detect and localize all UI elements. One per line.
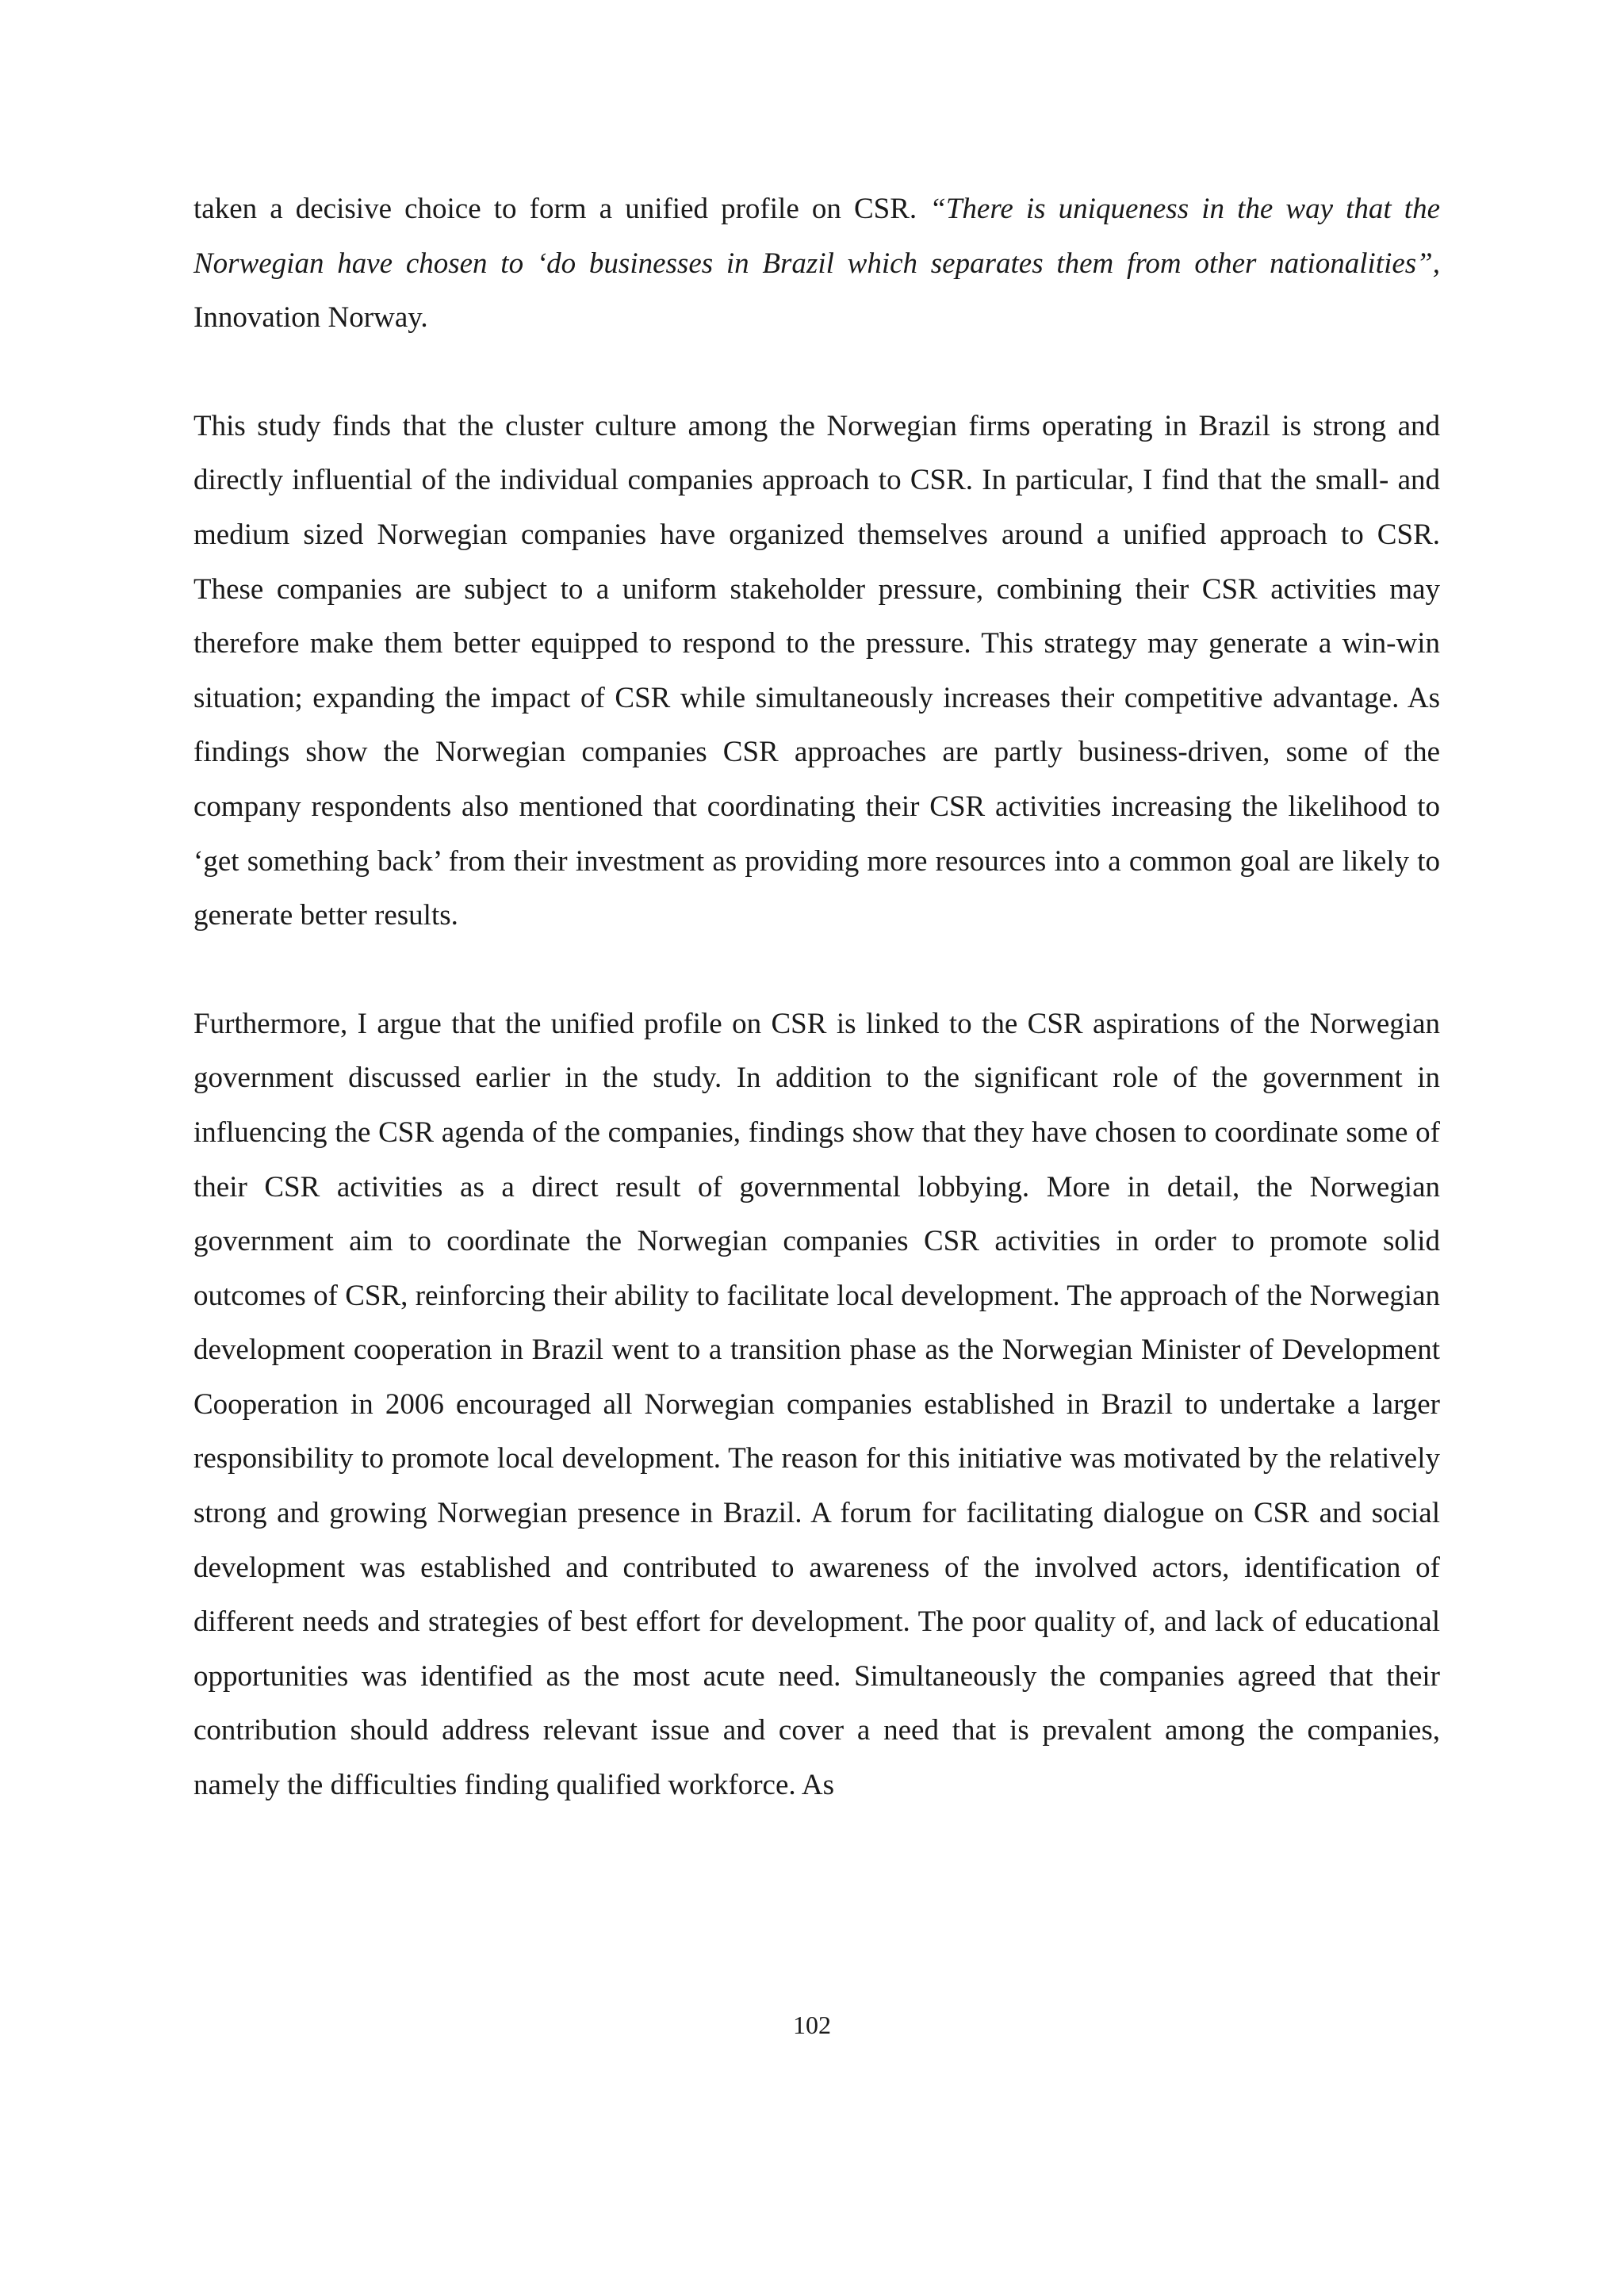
quote-attribution: Innovation Norway. (193, 301, 428, 335)
paragraph-2: This study finds that the cluster culture among the Norwegian firms operating in Brazil is strong and directly influential of the individual companies approach to CSR. In particular, I find that the small- and medium sized Norwegian companies have organized themselves around a unified approach to CSR. These companies are subject to a uniform stakeholder pressure, combining their CSR activities may therefore make them better equipped to respond to the pressure. This strategy may generate a win-win situation; expanding the impact of CSR while simultaneously increases their competitive advantage. As findings show the Norwegian companies CSR approaches are partly business-driven, some of the company respondents also mentioned that coordinating their CSR activities increasing the likelihood to ‘get something back’ from their investment as providing more resources into a common goal are likely to generate better results. (193, 409, 1440, 932)
page-number: 102 (793, 2011, 831, 2039)
document-body (193, 182, 1440, 1813)
paragraph-1 (193, 182, 1440, 346)
innovation-norway-quote: “There is uniqueness in the way that the Norwegian have chosen to ‘do businesses in Brazil which separates them from other nationalities”, (193, 193, 1440, 280)
paragraph-1-lead: taken a decisive choice to form a unified profile on CSR. (193, 193, 930, 225)
paragraph-3: Furthermore, I argue that the unified profile on CSR is linked to the CSR aspirations of the Norwegian government discussed earlier in the study. In addition to the significant role of the government in influencing the CSR agenda of the companies, findings show that they have chosen to coordinate some of their CSR activities as a direct result of governmental lobbying. More in detail, the Norwegian government aim to coordinate the Norwegian companies CSR activities in order to promote solid outcomes of CSR, reinforcing their ability to facilitate local development. The approach of the Norwegian development cooperation in Brazil went to a transition phase as the Norwegian Minister of Development Cooperation in 2006 encouraged all Norwegian companies established in Brazil to undertake a larger responsibility to promote local development. The reason for this initiative was motivated by the relatively strong and growing Norwegian presence in Brazil. A forum for facilitating dialogue on CSR and social development was established and contributed to awareness of the involved actors, identification of different needs and strategies of best effort for development. The poor quality of, and lack of educational opportunities was identified as the most acute need. Simultaneously the companies agreed that their contribution should address relevant issue and cover a need that is prevalent among the companies, namely the difficulties finding qualified workforce. As (193, 1007, 1440, 1802)
